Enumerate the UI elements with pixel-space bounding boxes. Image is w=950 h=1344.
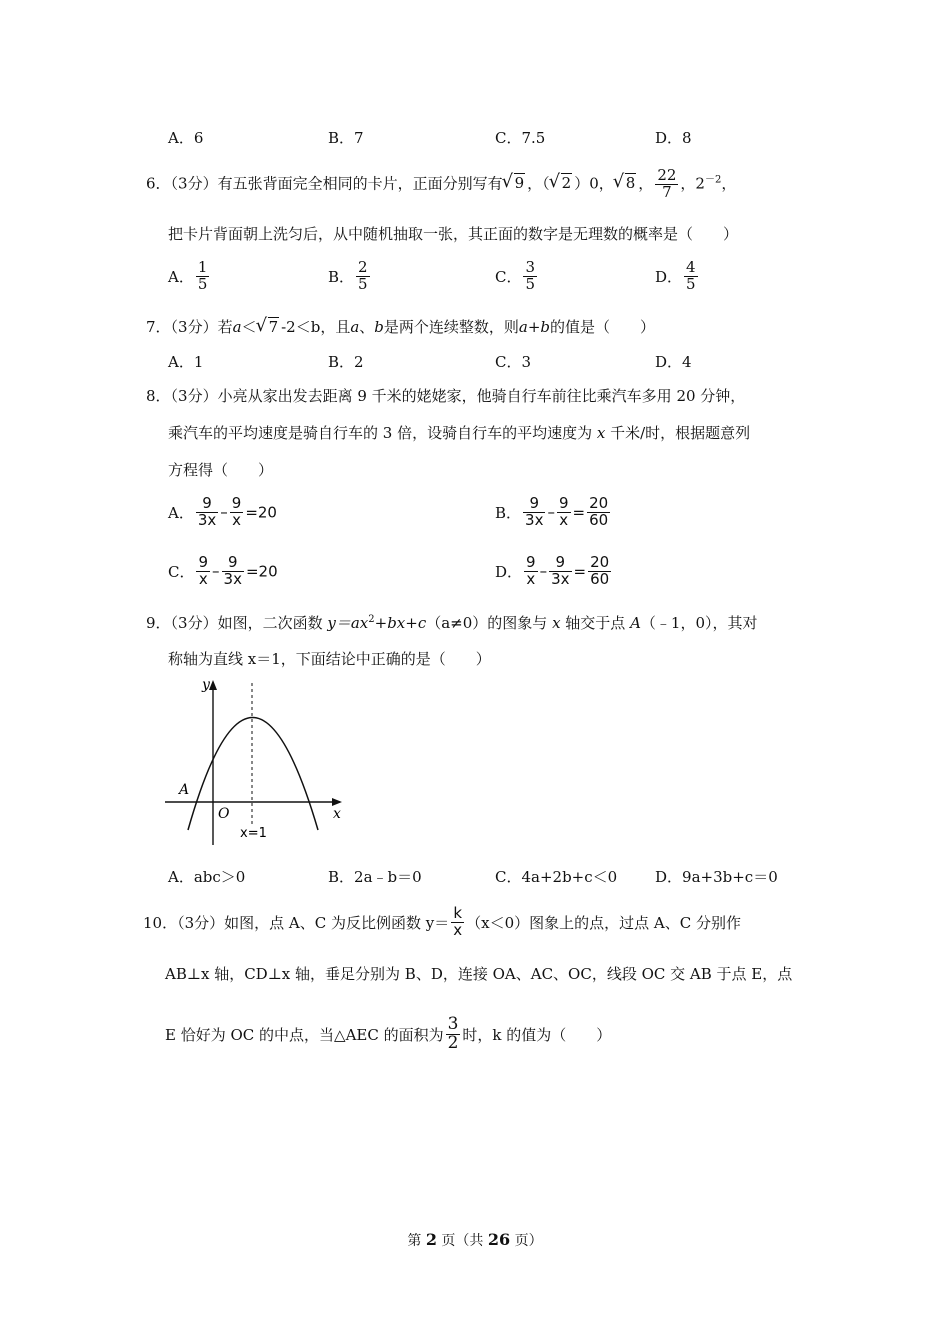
q6-option-d: D． $\frac{4}{5}$ [655, 258, 696, 293]
q8-option-c: C． $\frac{9}{x}$ – $\frac{9}{3x}$ =20 [168, 553, 278, 588]
q9-option-a: A．abc＞0 [168, 868, 246, 886]
point-a-label: A [179, 782, 190, 798]
q8-option-b: B． $\frac{9}{3x}$ – $\frac{9}{x}$ = $\frac{20}{60}$ [495, 494, 609, 529]
page-footer: 第 2 页（共 26 页） [407, 1230, 543, 1249]
q5-option-a: A．6 [168, 129, 204, 147]
parabola [188, 718, 318, 831]
q5-option-c: C．7.5 [495, 129, 546, 147]
q9-stem-line2: 称轴为直线 x＝1，下面结论中正确的是（ ） [168, 650, 491, 668]
q9-option-b: B．2a﹣b＝0 [328, 868, 422, 886]
q6-option-a: A． $\frac{1}{5}$ [168, 258, 208, 293]
q6-stem: 6．（3分）有五张背面完全相同的卡片，正面分别写有√ 9 ，（√ 2 ）0，√ 8 ， $\frac{22}{7}$ ，$2^{-2}$， [146, 168, 736, 201]
page-number: 2 [425, 1230, 437, 1249]
q5-option-b: B．7 [328, 129, 364, 147]
q6-stem-line2: 把卡片背面朝上洗匀后，从中随机抽取一张，其正面的数字是无理数的概率是（ ） [168, 225, 739, 243]
q10-stem-line1: 10．（3分）如图，点 A、C 为反比例函数 y＝ $\frac{k}{x}$ （x＜0）图象上的点，过点 A、C 分别作 [143, 904, 741, 939]
q8-stem-line3: 方程得（ ） [168, 461, 274, 479]
q8-stem-line1: 8．（3分）小亮从家出发去距离 9 千米的姥姥家，他骑自行车前往比乘汽车多用 20 分钟， [146, 387, 746, 405]
q6-option-c: C． $\frac{3}{5}$ [495, 258, 536, 293]
q7-stem: 7．（3分）若a＜√ 7 -2＜b，且a、b是两个连续整数，则a+b的值是（ ） [146, 316, 655, 337]
symmetry-axis-label: x=1 [240, 826, 267, 841]
q7-option-c: C．3 [495, 353, 532, 371]
total-pages: 26 [487, 1230, 511, 1249]
q8-option-a: A． $\frac{9}{3x}$ – $\frac{9}{x}$ =20 [168, 494, 277, 529]
q7-option-b: B．2 [328, 353, 364, 371]
q8-option-d: D． $\frac{9}{x}$ – $\frac{9}{3x}$ = $\frac{20}{60}$ [495, 553, 610, 588]
q10-stem-line3: E 恰好为 OC 的中点，当△AEC 的面积为 $\frac{3}{2}$ 时，k 的值为（ ） [165, 1014, 612, 1053]
q8-stem-line2: 乘汽车的平均速度是骑自行车的 3 倍，设骑自行车的平均速度为 x 千米/时，根据题意列 [168, 424, 751, 442]
y-axis-arrow [209, 680, 217, 690]
q10-stem-line2: AB⊥x 轴，CD⊥x 轴，垂足分别为 B、D，连接 OA、AC、OC，线段 OC 交 AB 于点 E，点 [165, 965, 793, 983]
y-axis-label: y [202, 677, 210, 693]
q9-parabola-graph [160, 675, 350, 850]
q9-option-d: D．9a+3b+c＝0 [655, 868, 778, 886]
q9-stem-line1: 9．（3分）如图，二次函数 $y=ax^2+bx+c(a\ne 0)$的图象与 x 轴交于点 A（﹣1，0），其对 [146, 614, 758, 632]
q6-option-b: B． $\frac{2}{5}$ [328, 258, 368, 293]
q9-option-c: C．4a+2b+c＜0 [495, 868, 618, 886]
x-axis-arrow [332, 798, 342, 806]
q7-option-d: D．4 [655, 353, 692, 371]
x-axis-label: x [333, 806, 341, 822]
origin-label: O [218, 806, 230, 822]
q5-option-d: D．8 [655, 129, 692, 147]
q7-option-a: A．1 [168, 353, 204, 371]
